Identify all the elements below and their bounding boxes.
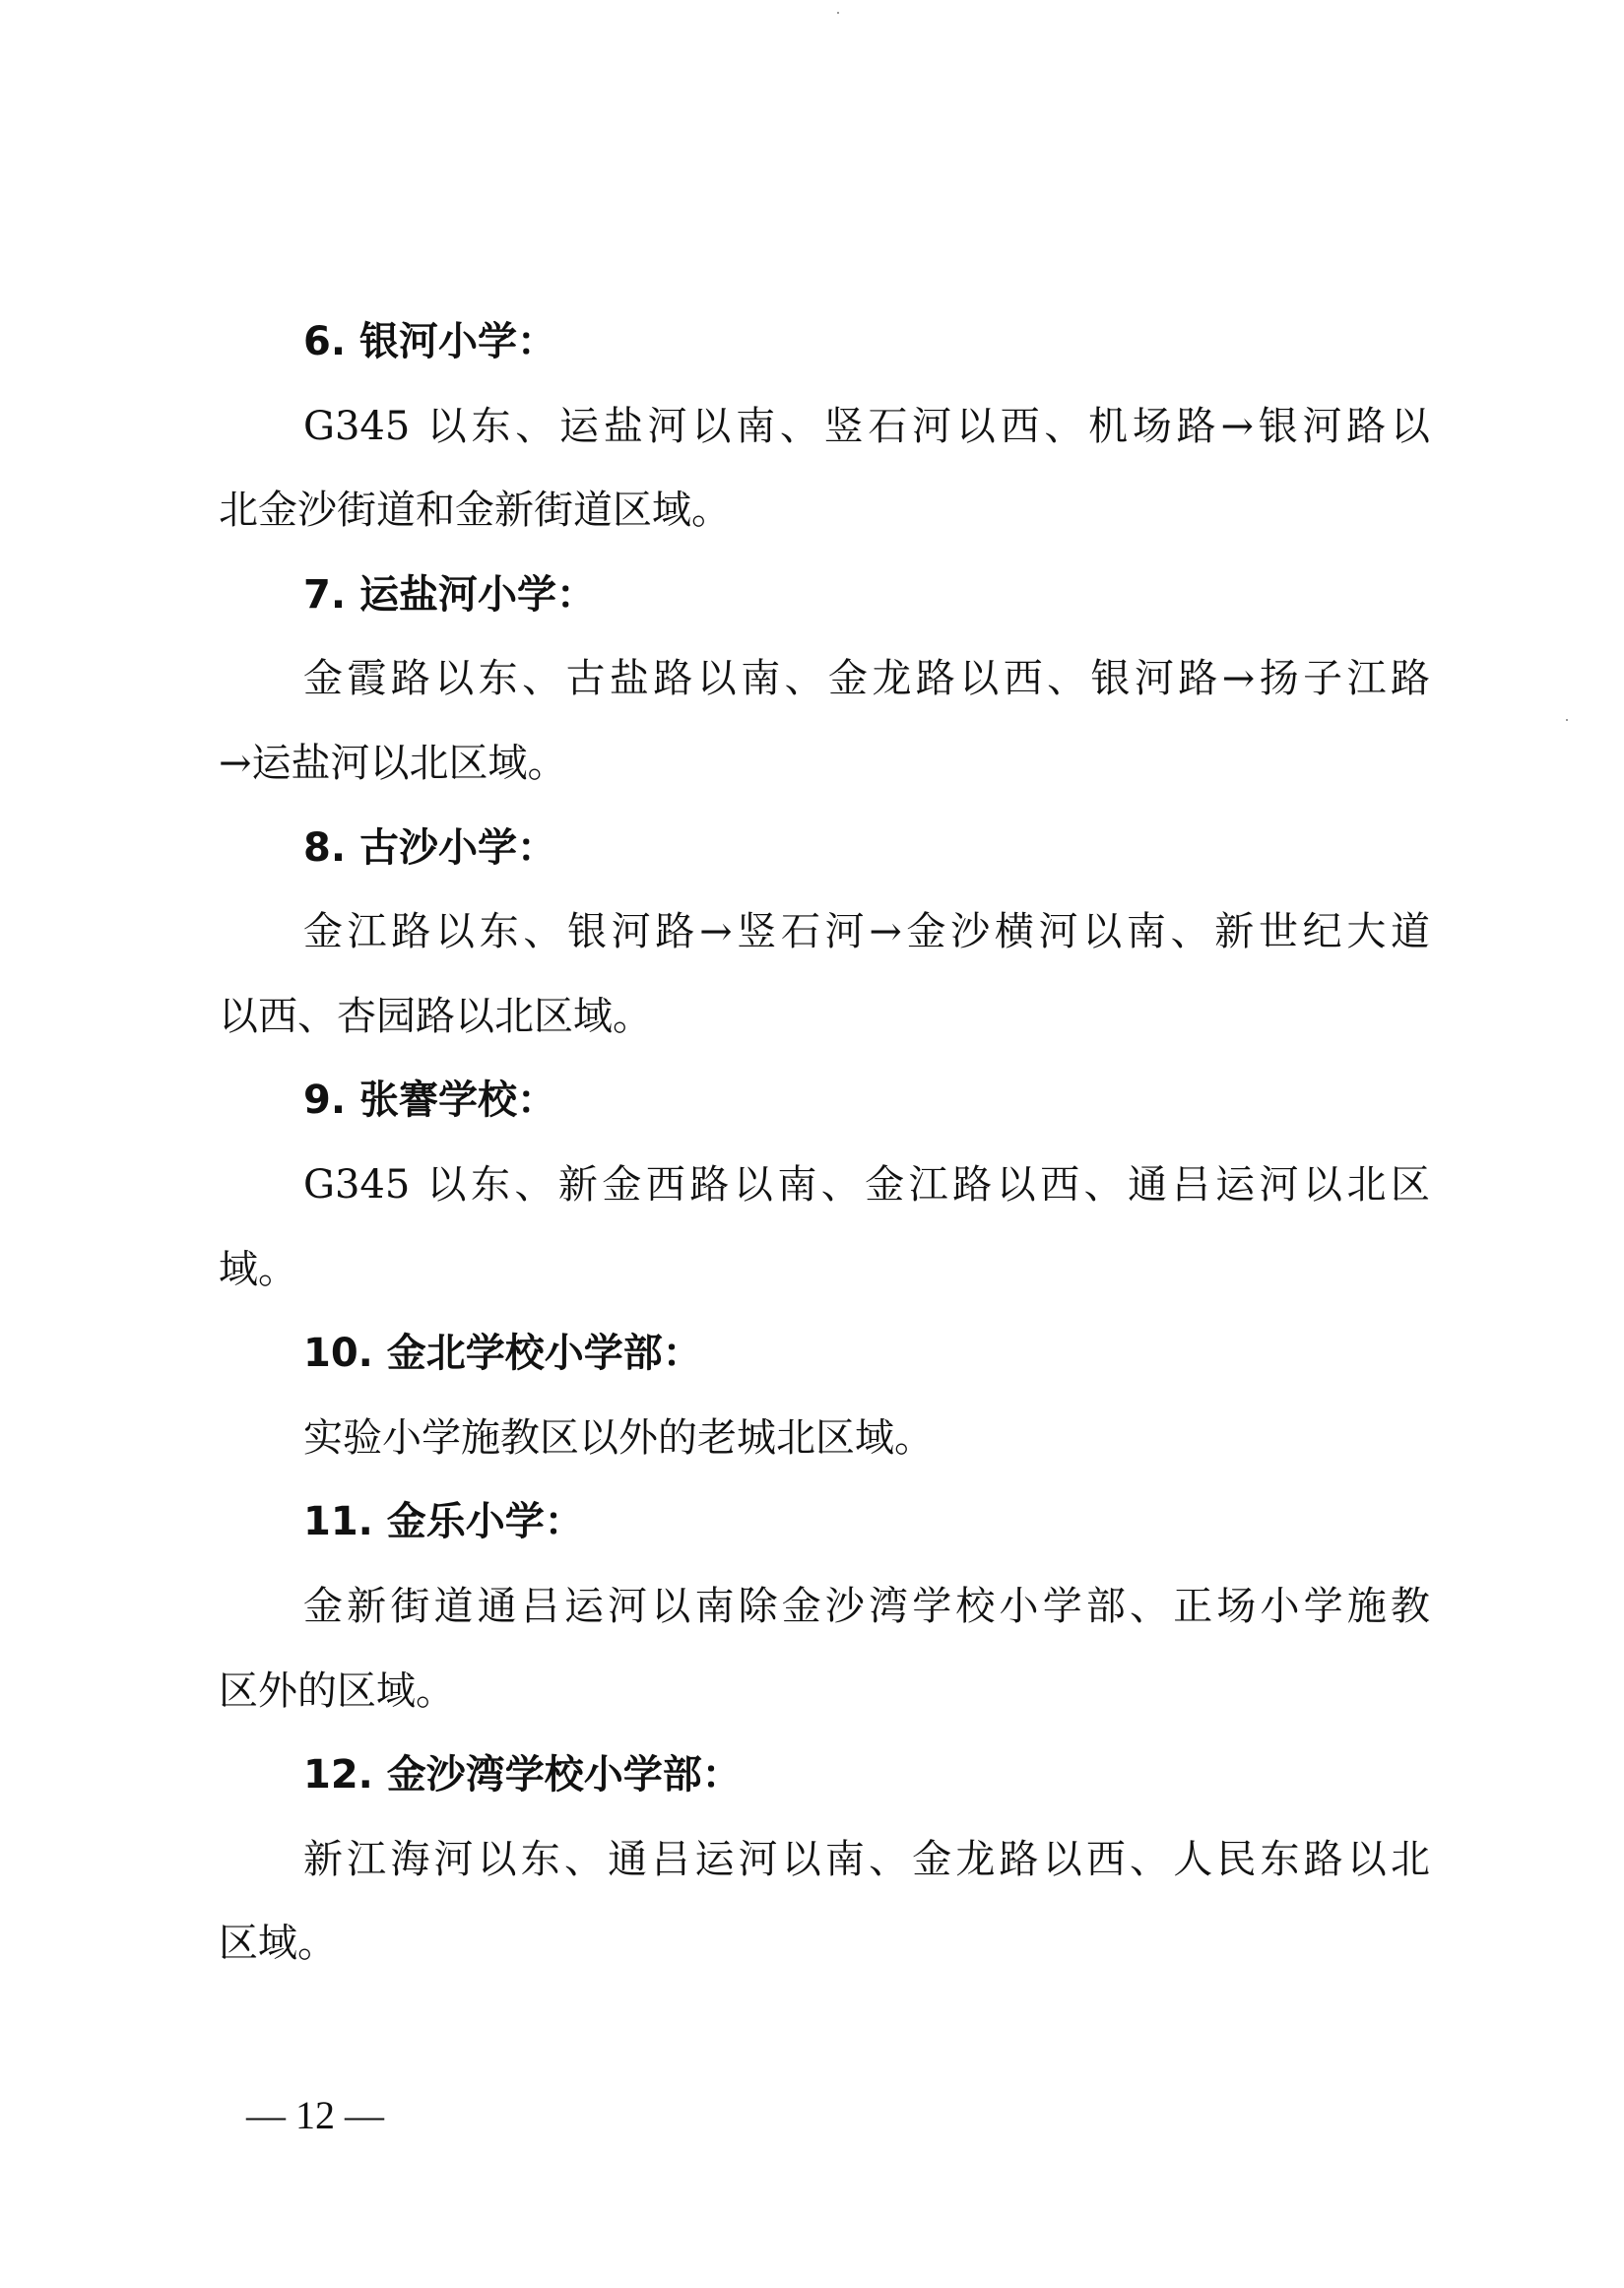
- section-heading: 8. 古沙小学：: [303, 824, 556, 871]
- page-number: — 12 —: [246, 2093, 384, 2137]
- paragraph-line: 金江路以东、银河路→竖石河→金沙横河以南、新世纪大道: [303, 909, 1430, 955]
- section-heading: 9. 张謇学校：: [303, 1078, 556, 1124]
- paragraph-line: 域。: [219, 1246, 297, 1292]
- paragraph-line: 金霞路以东、古盐路以南、金龙路以西、银河路→扬子江路: [303, 656, 1430, 702]
- section: [219, 1480, 1430, 1733]
- section: [219, 1733, 1430, 1987]
- section: [219, 1312, 1430, 1480]
- scan-speck: [837, 12, 839, 14]
- section-heading: 6. 银河小学：: [303, 319, 556, 364]
- section-heading: 11. 金乐小学：: [303, 1499, 584, 1545]
- section: [219, 554, 1430, 807]
- paragraph-line: 实验小学施教区以外的老城北区域。: [303, 1414, 934, 1461]
- paragraph-line: 新江海河以东、通吕运河以南、金龙路以西、人民东路以北: [303, 1836, 1430, 1882]
- paragraph-line: G345 以东、运盐河以南、竖石河以西、机场路→银河路以: [303, 403, 1430, 449]
- paragraph-line: 北金沙街道和金新街道区域。: [219, 488, 731, 534]
- document-body: [219, 300, 1430, 1987]
- paragraph-line: 区外的区域。: [219, 1667, 455, 1714]
- section-heading: 7. 运盐河小学：: [303, 571, 596, 618]
- paragraph-line: 金新街道通吕运河以南除金沙湾学校小学部、正场小学施教: [303, 1583, 1430, 1629]
- section: [219, 1059, 1430, 1312]
- section-heading: 12. 金沙湾学校小学部：: [303, 1752, 742, 1798]
- paragraph-line: G345 以东、新金西路以南、金江路以西、通吕运河以北区: [303, 1161, 1430, 1208]
- paragraph-line: →运盐河以北区域。: [219, 740, 567, 786]
- section-heading: 10. 金北学校小学部：: [303, 1331, 702, 1377]
- paragraph-line: 区域。: [219, 1921, 337, 1967]
- scan-speck: [1566, 719, 1568, 721]
- section: [219, 807, 1430, 1060]
- section: [219, 300, 1430, 554]
- paragraph-line: 以西、杏园路以北区域。: [219, 993, 652, 1039]
